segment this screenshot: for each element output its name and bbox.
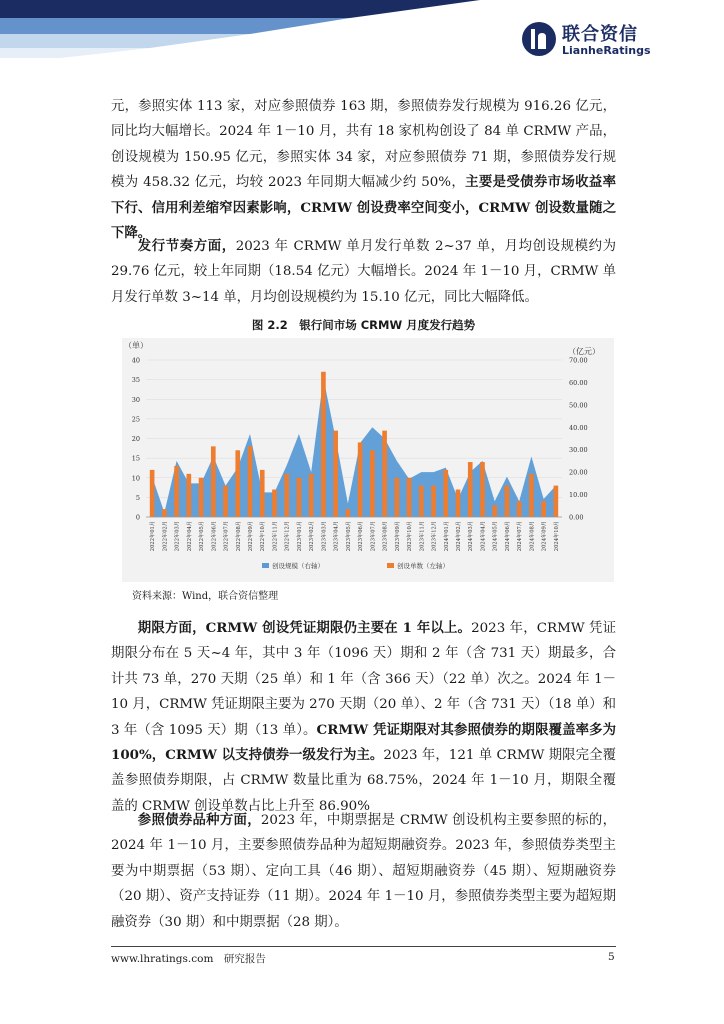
header-decoration: [0, 0, 480, 58]
chart-source: 资料来源：Wind，联合资信整理: [132, 591, 279, 602]
x-tick-label: 2024年06月: [504, 521, 511, 552]
x-tick-label: 2024年10月: [553, 521, 560, 552]
x-tick-label: 2024年04月: [480, 521, 487, 552]
right-axis-unit: （亿元）: [568, 347, 600, 356]
x-tick-label: 2023年06月: [358, 521, 365, 552]
x-tick-label: 2023年03月: [321, 521, 328, 552]
right-tick-label: 70.00: [569, 356, 588, 365]
bar-creation-count: [248, 446, 253, 517]
x-tick-label: 2022年01月: [150, 521, 157, 552]
x-tick-label: 2024年02月: [456, 521, 462, 552]
bar-creation-count: [468, 462, 473, 517]
right-tick-label: 20.00: [569, 468, 588, 477]
legend-label: 创设单数（左轴）: [397, 562, 449, 570]
bar-creation-count: [505, 486, 510, 517]
legend-label: 创设规模（右轴）: [272, 562, 324, 570]
x-tick-label: 2023年10月: [407, 521, 414, 552]
right-tick-label: 60.00: [569, 378, 588, 387]
bar-creation-count: [407, 478, 412, 517]
x-tick-label: 2023年12月: [431, 521, 438, 552]
bar-creation-count: [150, 470, 155, 517]
x-tick-label: 2023年07月: [370, 521, 377, 552]
paragraph-3: 期限方面，CRMW 创设凭证期限仍主要在 1 年以上。2023 年，CRMW 凭证期限分布在 5 天~4 年，其中 3 年（1096 天）期和 2 年（含 731 天）期最多，合计共 73 单，270 天期（25 单）和 1 年（含 366 天）（22 单）次之。2024 年 1－10 月，CRMW 凭证期限主要为 270 天期（20 单）、2 年（含 731 天）（18 单）和 3 年（含 1095 天）期（13 单）。CRMW 凭证期限对其参照债券的期限覆盖率多为 100%，CRMW 以支持债券一级发行为主。2023 年，121 单 CRMW 期限完全覆盖参照债券期限，占 CRMW 数量比重为 68.75%，2024 年 1－10 月，期限全覆盖的 CRMW 创设单数占比上升至 86.90%: [111, 620, 617, 814]
bar-creation-count: [394, 478, 399, 517]
bar-creation-count: [321, 372, 326, 517]
right-tick-label: 30.00: [569, 446, 588, 455]
bar-creation-count: [480, 462, 485, 517]
x-tick-label: 2022年04月: [186, 521, 193, 552]
bar-creation-count: [529, 474, 534, 517]
paragraph-4: 参照债券品种方面，2023 年，中期票据是 CRMW 创设机构主要参照的标的，2024 年 1－10 月，主要参照债券品种为超短期融资券。2023 年，参照债券类型主要为中期票据（53 期）、定向工具（46 期）、超短期融资券（45 期）、短期融资券（20 期）、资产支持证券（11 期）。2024 年 1－10 月，参照债券类型主要为超短期融资券（30 期）和中期票据（28 期）。: [111, 812, 617, 930]
bar-creation-count: [517, 501, 522, 517]
paragraph-1: 元，参照实体 113 家，对应参照债券 163 期，参照债券发行规模为 916.26 亿元，同比均大幅增长。2024 年 1－10 月，共有 18 家机构创设了 84 单 CRMW 产品，创设规模为 150.95 亿元，参照实体 34 家，对应参照债券 71 期，参照债券发行规模为 458.32 亿元，均较 2023 年同期大幅减少约 50%，主要是受债券市场收益率下行、信用利差缩窄因素影响，CRMW 创设费率空间变小，CRMW 创设数量随之下降。: [111, 99, 617, 242]
bar-creation-count: [456, 490, 461, 517]
left-tick-label: 15: [131, 454, 140, 463]
figure-title: 图 2.2 银行间市场 CRMW 月度发行趋势: [251, 318, 476, 332]
brand-name-en: LianheRatings: [562, 44, 651, 57]
x-tick-label: 2023年08月: [382, 521, 389, 552]
x-tick-label: 2024年01月: [443, 521, 450, 552]
right-tick-label: 40.00: [569, 423, 588, 432]
chart-canvas: [122, 338, 614, 582]
bar-creation-count: [260, 470, 265, 517]
bar-creation-count: [382, 431, 387, 517]
bar-creation-count: [333, 431, 338, 517]
x-tick-label: 2023年02月: [309, 521, 316, 552]
x-tick-label: 2022年03月: [174, 521, 181, 552]
x-tick-label: 2023年09月: [394, 521, 401, 552]
left-tick-label: 0: [135, 513, 140, 522]
bar-creation-count: [370, 450, 375, 517]
bar-creation-count: [492, 505, 497, 517]
bar-creation-count: [223, 486, 228, 517]
x-tick-label: 2022年05月: [199, 521, 206, 552]
x-tick-label: 2022年11月: [272, 521, 279, 552]
bar-creation-count: [199, 478, 204, 517]
paragraph-2: 发行节奏方面，2023 年 CRMW 单月发行单数 2~37 单，月均创设规模约为 29.76 亿元，较上年同期（18.54 亿元）大幅增长。2024 年 1－10 月，CRMW 单月发行单数 3~14 单，月均创设规模约为 15.10 亿元，同比大幅降低。: [111, 238, 616, 305]
left-axis-unit: （单）: [124, 341, 148, 350]
x-tick-label: 2022年06月: [211, 521, 218, 552]
right-tick-label: 10.00: [569, 491, 588, 500]
bar-creation-count: [443, 470, 448, 517]
right-tick-label: 0.00: [569, 513, 584, 522]
x-tick-label: 2023年01月: [296, 521, 303, 552]
x-tick-label: 2022年12月: [284, 521, 291, 552]
legend-swatch: [262, 563, 269, 568]
x-tick-label: 2023年11月: [419, 521, 426, 552]
left-tick-label: 10: [131, 474, 140, 483]
left-tick-label: 25: [131, 415, 140, 424]
brand-logo-icon: [520, 20, 558, 58]
bar-creation-count: [174, 466, 179, 517]
bar-creation-count: [419, 486, 424, 517]
x-tick-label: 2023年04月: [333, 521, 340, 552]
left-tick-label: 35: [131, 376, 140, 385]
x-tick-label: 2024年08月: [529, 521, 536, 552]
bar-creation-count: [297, 478, 302, 517]
bar-creation-count: [358, 442, 363, 517]
bar-creation-count: [186, 474, 191, 517]
right-tick-label: 50.00: [569, 401, 588, 410]
bar-creation-count: [554, 486, 559, 517]
footer-divider: [111, 946, 616, 947]
bar-creation-count: [541, 501, 546, 517]
left-tick-label: 40: [131, 356, 140, 365]
x-tick-label: 2024年03月: [468, 521, 475, 552]
x-tick-label: 2024年09月: [541, 521, 548, 552]
bar-creation-count: [346, 509, 351, 517]
x-tick-label: 2024年05月: [492, 521, 499, 552]
bar-creation-count: [211, 446, 216, 517]
bar-creation-count: [431, 486, 436, 517]
x-tick-label: 2024年07月: [517, 521, 524, 552]
brand-name-cn: 联合资信: [562, 24, 638, 45]
page-number: 5: [608, 951, 615, 963]
crmw-monthly-chart: [122, 338, 614, 582]
x-tick-label: 2023年05月: [345, 521, 352, 552]
x-tick-label: 2022年02月: [162, 521, 169, 552]
x-tick-label: 2022年07月: [223, 521, 230, 552]
left-tick-label: 20: [131, 435, 140, 443]
legend-swatch: [387, 563, 394, 568]
bar-creation-count: [235, 450, 240, 517]
bar-creation-count: [284, 474, 289, 517]
bar-creation-count: [272, 490, 277, 517]
left-tick-label: 30: [131, 395, 140, 404]
footer-site: www.lhratings.com 研究报告: [111, 953, 266, 965]
x-tick-label: 2022年09月: [248, 521, 254, 552]
bar-creation-count: [162, 509, 167, 517]
x-tick-label: 2022年10月: [260, 521, 267, 552]
bar-creation-count: [309, 474, 314, 517]
x-tick-label: 2022年08月: [235, 521, 242, 552]
left-tick-label: 5: [135, 493, 140, 502]
